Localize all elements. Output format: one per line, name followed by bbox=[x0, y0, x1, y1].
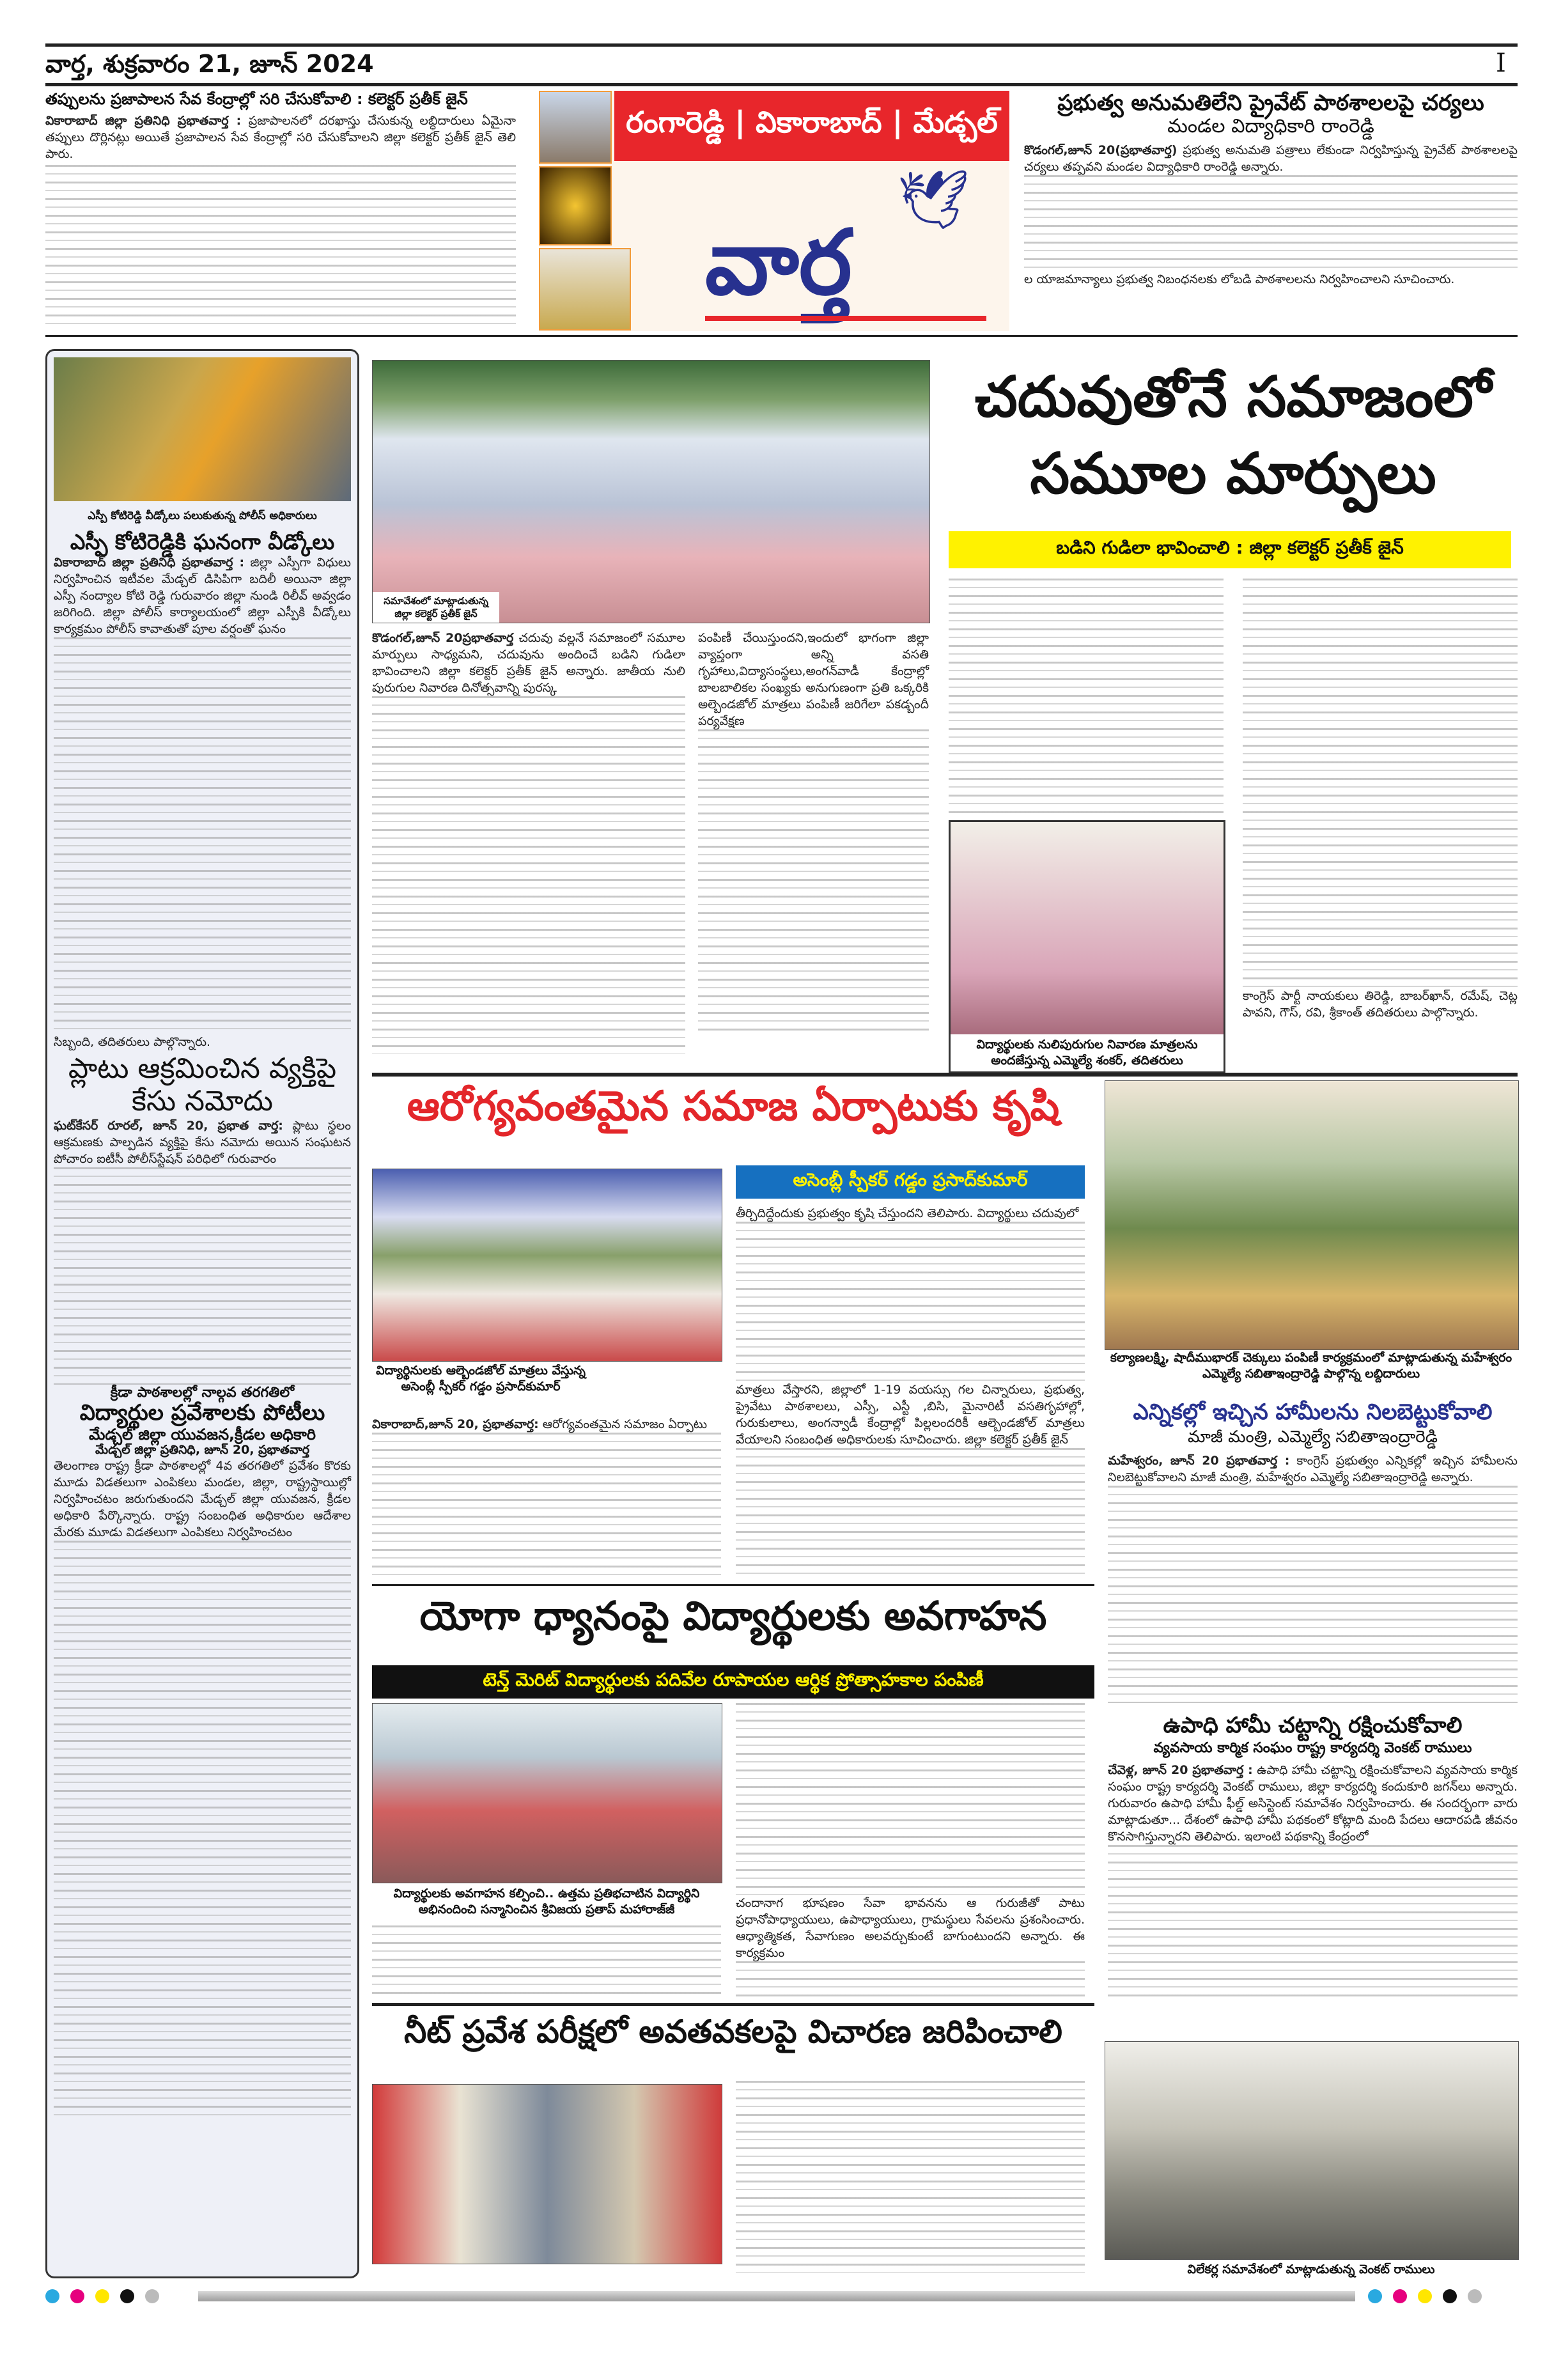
election-body-block bbox=[1108, 1452, 1518, 1703]
sp-farewell-photo bbox=[54, 357, 351, 501]
upadhi-subhead: వ్యవసాయ కార్మిక సంఘం రాష్ట్ర కార్యదర్శి వెంకట్ రాములు bbox=[1153, 1740, 1472, 1756]
lead-col-3 bbox=[949, 579, 1224, 815]
lead-photo-caption: సమావేశంలో మాట్లాడుతున్న జిల్లా కలెక్టర్ ప్రతీక్ జైన్ bbox=[373, 592, 499, 623]
neet-body-lines bbox=[736, 2081, 1085, 2273]
plot-body-lines bbox=[54, 1167, 351, 1385]
election-dateline: మహేశ్వరం, జూన్ 20 ప్రభాతవార్త : bbox=[1108, 1454, 1290, 1468]
health-col1-lines bbox=[372, 1433, 721, 1580]
sports-kicker: క్రీడా పాఠశాలల్లో నాల్గవ తరగతిలో bbox=[110, 1385, 295, 1401]
footer-dot-yellow bbox=[1418, 2289, 1432, 2303]
health-col-2 bbox=[736, 1205, 1085, 1576]
health-blue-bar-text: అసెంబ్లీ స్పీకర్ గడ్డం ప్రసాద్‌కుమార్ bbox=[793, 1169, 1028, 1190]
body-text: ప్రజాపాలనలో దరఖాస్తు చేసుకున్న లబ్ధిదారులు ఏమైనా తప్పులు దొర్లినట్లు అయితే ప్రజాపాలన సేవ కేంద్రాల్లో సరి చేసుకోవాలని జిల్లా కలెక్టర్ ప్రతీక్ జైన్ తెలి పారు. bbox=[45, 113, 516, 161]
body-last-line: ల యాజమాన్యాలు ప్రభుత్వ నిబంధనలకు లోబడి పాఠశాలలను నిర్వహించాలని సూచించారు. bbox=[1024, 272, 1455, 286]
footer-dot-magenta bbox=[70, 2289, 84, 2303]
neet-photo bbox=[372, 2084, 722, 2264]
headline: తప్పులను ప్రజాపాలన సేవ కేంద్రాల్లో సరి చేసుకోవాలి : కలెక్టర్ ప్రతీక్ జైన్ bbox=[45, 90, 468, 108]
election-body-lines bbox=[1108, 1486, 1518, 1703]
press-meet-caption: విలేకర్ల సమావేశంలో మాట్లాడుతున్న వెంకట్ రాములు bbox=[1187, 2262, 1435, 2276]
section-rule bbox=[45, 335, 1518, 337]
varta-logo: వార్త bbox=[705, 211, 852, 315]
lead-yellow-bar bbox=[949, 531, 1511, 568]
left-sidebar bbox=[45, 349, 359, 2278]
body-text-lines bbox=[45, 165, 516, 331]
plot-body: ప్లాటు స్థలం ఆక్రమణకు పాల్పడిన వ్యక్తిపై కేసు నమోదు అయిన సంఘటన పోచారం ఐటీసీ పోలీస్‌స్టేషన్ పరిధిలో గురువారం bbox=[54, 1119, 351, 1167]
sp-body-lines bbox=[54, 637, 351, 1034]
election-body: కాంగ్రెస్ ప్రభుత్వం ఎన్నికల్లో ఇచ్చిన హామీలను నిలబెట్టుకోవాలని మాజీ మంత్రి, మహేశ్వరం ఎమ్మెల్యే సబితాఇంద్రారెడ్డి అన్నారు. bbox=[1108, 1454, 1518, 1484]
page-number: I bbox=[1496, 49, 1506, 78]
section-rule bbox=[372, 1584, 1094, 1586]
yoga-photo-caption: విద్యార్థులకు అవగాహన కల్పించి.. ఉత్తమ ప్రతిభచాటిన విద్యార్థిని అభినందించి సన్మానించిన శ్రీవిజయ ప్రతాప్ మహారాజ్‌జీ bbox=[393, 1886, 700, 1917]
lead-headline-line1: చదువుతోనే సమాజంలో bbox=[974, 364, 1492, 430]
kalyanalakshmi-caption: కల్యాణలక్ష్మి, షాదీముభారక్ చెక్కులు పంపిణీ కార్యక్రమంలో మాట్లాడుతున్న మహేశ్వరం ఎమ్మెల్యే సబితాఇంద్రారెడ్డి పాల్గొన్న లబ్దిదారులు bbox=[1110, 1351, 1512, 1381]
plot-headline: ప్లాటు ఆక్రమించిన వ్యక్తిపై కేసు నమోదు bbox=[68, 1052, 337, 1117]
upadhi-body-block bbox=[1108, 1762, 1518, 1998]
collector-meeting-photo bbox=[372, 360, 930, 623]
sports-subhead: మేడ్చల్ జిల్లా యువజన,క్రీడల అధికారి bbox=[88, 1425, 316, 1443]
masthead-rule bbox=[45, 83, 1518, 86]
yoga-col-2 bbox=[736, 1703, 1085, 2000]
sports-dateline: మేడ్చల్ జిల్లా ప్రతినిధి, జూన్ 20, ప్రభాతవార్త bbox=[95, 1443, 309, 1458]
lead-body-2: పంపిణీ చేయిస్తుందని,ఇందులో భాగంగా జిల్లా వ్యాప్తంగా అన్ని వసతి గృహాలు,విద్యాసంస్థలు,అంగన్‌వాడీ కేంద్రాల్లో బాలబాలికల సంఖ్యకు అనుగుణంగా ప్రతి ఒక్కరికి అల్బెండజోల్ మాత్రలు పంపిణీ జరిగేలా పకడ్బందీ పర్యవేక్షణ bbox=[698, 631, 929, 728]
lead-col4-lines bbox=[1243, 579, 1518, 988]
body-text: ప్రభుత్వ అనుమతి పత్రాలు లేకుండా నిర్వహిస్తున్న ప్రైవేట్ పాఠశాలలపై చర్యలు తప్పవని మండల విద్యాధికారి రాంరెడ్డి అన్నారు. bbox=[1024, 143, 1518, 174]
headline: ప్రభుత్వ అనుమతిలేని ప్రైవేట్ పాఠశాలలపై చర్యలు bbox=[1057, 90, 1484, 116]
lead-headline-line2: సమూల మార్పులు bbox=[1030, 440, 1436, 506]
edition-logo-block bbox=[539, 91, 1009, 331]
temple-photo bbox=[539, 91, 612, 164]
lead-col-1 bbox=[372, 630, 685, 1054]
election-subhead: మాజీ మంత్రి, ఎమ్మెల్యే సబితాఇంద్రారెడ్డి bbox=[1188, 1427, 1438, 1447]
lead-yellow-bar-text: బడిని గుడిలా భావించాలి : జిల్లా కలెక్టర్ ప్రతీక్ జైన్ bbox=[1056, 537, 1404, 558]
section-rule bbox=[372, 2003, 1094, 2006]
article-private-schools bbox=[1024, 91, 1518, 331]
sp-headline: ఎస్పీ కోటిరెడ్డికి ఘనంగా వీడ్కోలు bbox=[70, 529, 335, 554]
lead-col2-lines bbox=[698, 729, 929, 1036]
neet-headline: నీట్ ప్రవేశ పరీక్షలో అవతవకలపై విచారణ జరిపించాలి bbox=[404, 2013, 1062, 2050]
health-col2-lines-b bbox=[736, 1448, 1085, 1576]
logo-underline bbox=[705, 316, 986, 321]
lead-body-1: చదువు వల్లనే సమాజంలో సమూల మార్పులు సాధ్యమని, చదువును అందించే బడిని గుడిలా భావించాలని జిల్లా కలెక్టర్ ప్రతీక్ జైన్ అన్నారు. జాతీయ నులి పురుగుల నివారణ దినోత్సవాన్ని పురస్క bbox=[372, 631, 685, 695]
yoga-headline: యోగా ధ్యానంపై విద్యార్థులకు అవగాహన bbox=[419, 1592, 1047, 1639]
yoga-body: చందానాగ భూషణం సేవా భావనను ఆ గురుజీతో పాటు ప్రధానోపాధ్యాయులు, ఉపాధ్యాయులు, గ్రామస్థులు సేవలను ప్రశంసించారు. ఆధ్యాత్మికత, సేవాగుణం అలవర్చుకుంటే బాగుంటుందని అన్నారు. ఈ కార్యక్రమం bbox=[736, 1896, 1085, 1960]
dateline: వికారాబాద్ జిల్లా ప్రతినిధి ప్రభాతవార్త : bbox=[45, 113, 242, 128]
footer-bar bbox=[198, 2291, 1355, 2301]
lead-col-4 bbox=[1243, 579, 1518, 1021]
yoga-col-1 bbox=[372, 1925, 721, 1996]
footer-dot-gray bbox=[1468, 2289, 1482, 2303]
footer-dot-gray bbox=[145, 2289, 159, 2303]
lead-closing: కాంగ్రెస్ పార్టీ నాయకులు తిరెడ్డి, బాబర్‌ఖాన్, రమేష్, చెట్ల పావని, గౌస్, రవి, శ్రీకాంత్ తదితరులు పాల్గొన్నారు. bbox=[1243, 989, 1518, 1020]
top-rule bbox=[45, 43, 1518, 47]
yoga-col2-lines bbox=[736, 1703, 1085, 1895]
speaker-photo-caption: విద్యార్థినులకు ఆల్బెండజోల్ మాత్రలు వేస్తున్న అసెంబ్లీ స్పీకర్ గడ్డం ప్రసాద్‌కుమార్ bbox=[376, 1364, 586, 1394]
health-headline: ఆరోగ్యవంతమైన సమాజ ఏర్పాటుకు కృషి bbox=[407, 1083, 1060, 1130]
deworming-photo bbox=[949, 820, 1225, 1073]
footer-dot-cyan bbox=[45, 2289, 59, 2303]
upadhi-body-lines bbox=[1108, 1845, 1518, 1998]
election-headline: ఎన్నికల్లో ఇచ్చిన హామీలను నిలబెట్టుకోవాలి bbox=[1133, 1399, 1493, 1425]
yoga-black-bar-text: టెన్త్ మెరిట్ విద్యార్థులకు పదివేల రూపాయల ఆర్థిక ప్రోత్సాహకాల పంపిణీ bbox=[483, 1669, 984, 1690]
sports-headline: విద్యార్థుల ప్రవేశాలకు పోటీలు bbox=[79, 1400, 325, 1426]
sp-photo-caption: ఎస్పీ కోటిరెడ్డి వీడ్కోలు పలుకుతున్న పోలీస్ అధికారులు bbox=[88, 509, 317, 522]
district-band bbox=[614, 91, 1009, 161]
health-blue-bar bbox=[736, 1165, 1085, 1199]
deworming-photo-caption: విద్యార్థులకు నులిపురుగుల నివారణ మాత్రలను అందజేస్తున్న ఎమ్మెల్యే శంకర్, తదితరులు bbox=[951, 1034, 1224, 1071]
yoga-col2-lines-b bbox=[736, 1961, 1085, 2000]
yoga-photo bbox=[372, 1703, 722, 1883]
press-meet-photo bbox=[1105, 2041, 1519, 2260]
lead-dateline: కొడంగల్,జూన్ 20ప్రభాతవార్త bbox=[372, 631, 514, 645]
upadhi-headline: ఉపాధి హామీ చట్టాన్ని రక్షించుకోవాలి bbox=[1163, 1713, 1463, 1738]
subhead: మండల విద్యాధికారి రాంరెడ్డి bbox=[1167, 115, 1374, 138]
dateline: కొడంగల్,జూన్ 20(ప్రభాతవార్త) bbox=[1024, 143, 1177, 157]
health-dateline: వికారాబాద్,జూన్ 20, ప్రభాతవార్త: bbox=[372, 1417, 539, 1431]
kalyanalakshmi-photo bbox=[1105, 1080, 1519, 1350]
speaker-photo bbox=[372, 1169, 722, 1362]
health-col-1 bbox=[372, 1416, 721, 1580]
district-names: రంగారెడ్డి | వికారాబాద్ | మేడ్చల్ bbox=[626, 105, 998, 139]
footer-dot-black bbox=[1443, 2289, 1457, 2303]
sports-body: తెలంగాణ రాష్ట్ర క్రీడా పాఠశాలల్లో 4వ తరగతిలో ప్రవేశం కొరకు మూడు విడతలుగా ఎంపికలు మండల, జిల్లా, రాష్ట్రస్థాయిల్లో నిర్వహించటం జరుగుతుందని మేడ్చల్ జిల్లా యువజన, క్రీడల అధికారి పేర్కొన్నారు. రాష్ట్ర సంబంధిత అధికారుల ఆదేశాల మేరకు మూడు విడతలుగా ఎంపికలు నిర్వహించటం bbox=[54, 1458, 351, 1539]
footer-dot-cyan bbox=[1368, 2289, 1382, 2303]
health-body-lead: ఆరోగ్యవంతమైన సమాజం ఏర్పాటు bbox=[542, 1417, 708, 1431]
shrine-photo bbox=[539, 248, 631, 331]
body-text-lines bbox=[1024, 175, 1518, 271]
sports-body-lines bbox=[54, 1541, 351, 2116]
footer-dot-yellow bbox=[95, 2289, 109, 2303]
yoga-black-bar bbox=[372, 1665, 1094, 1699]
sp-dateline: వికారాబాద్ జిల్లా ప్రతినిధి ప్రభాతవార్త : bbox=[54, 555, 245, 570]
sp-body: జిల్లా ఎస్పీగా విధులు నిర్వహించిన ఇటీవల మేడ్చల్ డిసిపిగా బదిలీ అయినా జిల్లా ఎస్పీ నంద్యాల కోటి రెడ్డి గురువారం జిల్లా నుండి రిలీవ్ అవ్వడం జరిగింది. జిల్లా పోలీస్ కార్యాలయంలో జిల్లా ఎస్పీకి వీడ్కోలు కార్యక్రమం పోలీస్ కావాతుతో పూల వర్షంతో ఘనం bbox=[54, 555, 351, 636]
plot-dateline: ఘట్‌కేసర్ రూరల్, జూన్ 20, ప్రభాత వార్త: bbox=[54, 1119, 283, 1133]
health-body-col2-mid: మాత్రలు వేస్తారని, జిల్లాలో 1-19 వయస్సు గల చిన్నారులు, ప్రభుత్వ, ప్రైవేటు పాఠశాలలు, ఎస్సీ, ఎస్టీ ,బిసి, మైనారిటీ వసతిగృహాల్లో, గురుకులాలు, అంగన్వాడీ కేంద్రాల్లో పిల్లలందరికీ ఆల్బెండజోల్ మాత్రలు వేయాలని సంబంధిత అధికారులకు సూచించారు. జిల్లా కలెక్టర్ ప్రతీక్ జైన్ bbox=[736, 1383, 1085, 1447]
footer-dot-black bbox=[120, 2289, 134, 2303]
health-col2-lines bbox=[736, 1222, 1085, 1381]
lead-col3-lines bbox=[949, 579, 1224, 815]
footer-dot-magenta bbox=[1393, 2289, 1407, 2303]
lead-col-2 bbox=[698, 630, 929, 1036]
section-rule bbox=[372, 1073, 1518, 1077]
lead-col1-lines bbox=[372, 696, 685, 1054]
article-prajapalana bbox=[45, 91, 516, 331]
neet-col-2 bbox=[736, 2081, 1085, 2273]
sp-closing: సిబ్బంది, తదితరులు పాల్గొన్నారు. bbox=[54, 1034, 211, 1049]
dove-icon: 🕊 bbox=[897, 166, 970, 233]
masthead-date: వార్త, శుక్రవారం 21, జూన్ 2024 bbox=[45, 50, 374, 78]
health-body-col2-start: తీర్చిదిద్దేందుకు ప్రభుత్వం కృషి చేస్తుందని తెలిపారు. విద్యార్థులు చదువులో bbox=[736, 1206, 1079, 1220]
yoga-col1-lines bbox=[372, 1925, 721, 1996]
deity-photo bbox=[539, 166, 612, 245]
upadhi-body: ఉపాధి హామీ చట్టాన్ని రక్షించుకోవాలని వ్యవసాయ కార్మిక సంఘం రాష్ట్ర కార్యదర్శి వెంకట్ రాములు, జిల్లా కార్యదర్శి కందుకూరి జగన్‌లు అన్నారు. గురువారం ఉపాధి హామీ ఫీల్డ్ అసిస్టెంట్ సమావేశం నిర్వహించారు. ఈ సందర్భంగా వారు మాట్లాడుతూ... దేశంలో ఉపాధి హామీ పథకంలో కోట్లాది మంది పేదలు ఆదారపడి జీవనం కొనసాగిస్తున్నారని తెలిపారు. ఇలాంటి పథకాన్ని కేంద్రంలో bbox=[1108, 1763, 1518, 1844]
upadhi-dateline: చేవెళ్ల, జూన్ 20 ప్రభాతవార్త : bbox=[1108, 1763, 1253, 1777]
